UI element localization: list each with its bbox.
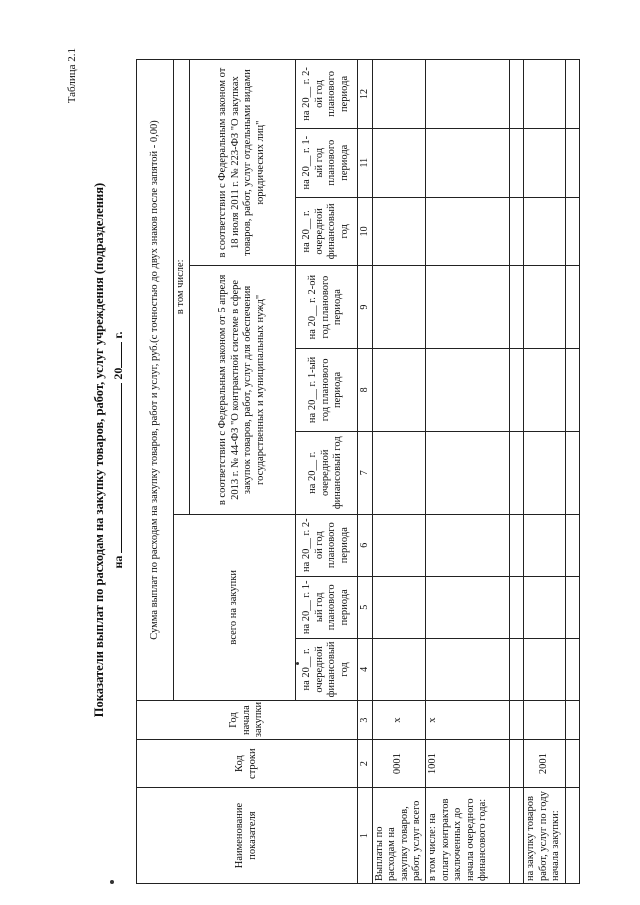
subtitle-blank-year: [110, 342, 122, 368]
table-row: [509, 60, 523, 884]
row-year: [565, 700, 579, 739]
table-subtitle: [110, 10, 126, 890]
row-code: [565, 740, 579, 788]
header-year: Год начала закупки: [137, 700, 358, 739]
row-year: х: [425, 700, 509, 739]
col-num: 10: [357, 197, 372, 266]
header-code: Код строки: [137, 740, 358, 788]
header-p2-law44: на 20__ г. 1-ый год планового периода: [295, 349, 357, 432]
column-numbers-row: [357, 60, 372, 884]
scan-speck: [296, 662, 299, 665]
row-code: 2001: [523, 740, 565, 788]
row-name: на закупку товаров работ, услуг по году начала закупки:: [523, 788, 565, 884]
row-year: х: [372, 700, 425, 739]
header-p1-law223: на 20__ г. очередной финансовый год: [295, 197, 357, 266]
row-code: 0001: [372, 740, 425, 788]
header-p2-total: на 20__ г. 1-ый год планового периода: [295, 576, 357, 638]
document-page: [0, 10, 640, 890]
header-p3-total: на 20__ г. 2-ой год планового периода: [295, 514, 357, 576]
col-num: 11: [357, 128, 372, 197]
header-sum: Сумма выплат по расходам на закупку товаров, работ и услуг, руб.(с точностью до двух знаков после запятой - 0,00): [137, 60, 174, 701]
row-year: [509, 700, 523, 739]
header-p3-law223: на 20__ г. 2-ой год планового периода: [295, 60, 357, 129]
table-number: Таблица 2.1: [66, 48, 78, 104]
row-name: Выплаты по расходам на закупку товаров, работ, услуг всего: [372, 788, 425, 884]
header-including: в том числе:: [174, 60, 190, 515]
table-row: [372, 60, 425, 884]
header-p1-total: на 20__ г. очередной финансовый год: [295, 638, 357, 700]
row-year: [523, 700, 565, 739]
col-num: 1: [357, 788, 372, 884]
col-num: 7: [357, 431, 372, 514]
col-num: 8: [357, 349, 372, 432]
row-name: [565, 788, 579, 884]
header-name: Наименование показателя: [137, 788, 358, 884]
col-num: 4: [357, 638, 372, 700]
table-row: [565, 60, 579, 884]
row-name: [509, 788, 523, 884]
header-law223: в соответствии с Федеральным законом от 18 июля 2011 г. № 223-ФЗ "О закупках товаров, работ, услуг отдельными видами юридических лиц": [189, 60, 295, 266]
col-num: 5: [357, 576, 372, 638]
col-num: 9: [357, 266, 372, 349]
col-num: 6: [357, 514, 372, 576]
row-name: в том числе: на оплату контрактов заключенных до начала очередного финансового года:: [425, 788, 509, 884]
table-title: Показатели выплат по расходам на закупку товаров, работ, услуг учреждения (подразделения): [92, 182, 106, 718]
col-num: 12: [357, 60, 372, 129]
payments-table: [136, 59, 580, 884]
table-row: [523, 60, 565, 884]
scan-speck: [110, 880, 114, 884]
table-row: [425, 60, 509, 884]
header-p1-law44: на 20__ г. очередной финансовый год: [295, 431, 357, 514]
subtitle-suffix: г.: [111, 331, 125, 339]
header-p2-law223: на 20__ г. 1-ый год планового периода: [295, 128, 357, 197]
subtitle-blank: [110, 383, 122, 553]
header-p3-law44: на 20__ г. 2-ой год планового периода: [295, 266, 357, 349]
header-law44: в соответствии с Федеральным законом от 5 апреля 2013 г. № 44-ФЗ "О контрактной системе в сфере закупок товаров, работ, услуг для обеспечения государственных и муниципальных нужд": [189, 266, 295, 514]
header-total: всего на закупки: [174, 514, 296, 700]
subtitle-prefix: на: [111, 555, 125, 569]
col-num: 3: [357, 700, 372, 739]
subtitle-mid: 20: [111, 367, 125, 380]
row-code: [509, 740, 523, 788]
col-num: 2: [357, 740, 372, 788]
row-code: 1001: [425, 740, 509, 788]
